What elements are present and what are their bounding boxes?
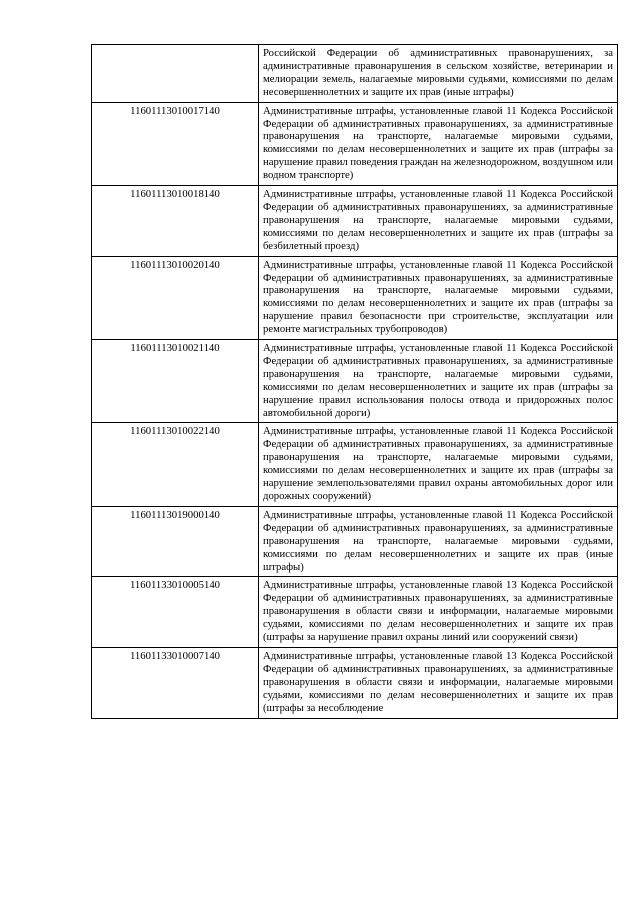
table-row [92, 506, 618, 577]
code-cell: 11601113010017140 [92, 102, 259, 185]
description-cell: Административные штрафы, установленные главой 11 Кодекса Российской Федерации об административных правонарушениях, за административные правонарушения на транспорте, налагаемые мировыми судьями, комиссиями по делам несовершеннолетних и защите их прав (штрафы за нарушение землепользователями правил охраны автомобильных дорог или дорожных сооружений) [259, 423, 618, 506]
description-cell: Административные штрафы, установленные главой 11 Кодекса Российской Федерации об административных правонарушениях, за административные правонарушения на транспорте, налагаемые мировыми судьями, комиссиями по делам несовершеннолетних и защите их прав (штрафы за нарушение правил использования полосы отвода и придорожных полос автомобильной дороги) [259, 340, 618, 423]
table-row [92, 186, 618, 257]
table-row [92, 256, 618, 339]
description-cell: Административные штрафы, установленные главой 13 Кодекса Российской Федерации об административных правонарушениях, за административные правонарушения в области связи и информации, налагаемые мировыми судьями, комиссиями по делам несовершеннолетних и защите их прав (штрафы за нарушение правил охраны линий или сооружений связи) [259, 577, 618, 648]
code-cell: 11601133010005140 [92, 577, 259, 648]
code-cell: 11601113010022140 [92, 423, 259, 506]
code-cell: 11601113010020140 [92, 256, 259, 339]
table-row [92, 45, 618, 103]
description-cell: Российской Федерации об административных правонарушениях, за административные правонарушения в сельском хозяйстве, ветеринарии и мелиорации земель, налагаемые мировыми судьями, комиссиями по делам несовершеннолетних и защите их прав (иные штрафы) [259, 45, 618, 103]
description-cell: Административные штрафы, установленные главой 13 Кодекса Российской Федерации об административных правонарушениях, за административные правонарушения в области связи и информации, налагаемые мировыми судьями, комиссиями по делам несовершеннолетних и защите их прав (штрафы за несоблюдение [259, 647, 618, 718]
code-cell: 11601113010021140 [92, 340, 259, 423]
code-cell: 11601133010007140 [92, 647, 259, 718]
table-row [92, 577, 618, 648]
description-cell: Административные штрафы, установленные главой 11 Кодекса Российской Федерации об административных правонарушениях, за административные правонарушения на транспорте, налагаемые мировыми судьями, комиссиями по делам несовершеннолетних и защите их прав (штрафы за безбилетный проезд) [259, 186, 618, 257]
table-row [92, 102, 618, 185]
table-row [92, 423, 618, 506]
description-cell: Административные штрафы, установленные главой 11 Кодекса Российской Федерации об административных правонарушениях, за административные правонарушения на транспорте, налагаемые мировыми судьями, комиссиями по делам несовершеннолетних и защите их прав (штрафы за нарушение правил поведения граждан на железнодорожном, воздушном или водном транспорте) [259, 102, 618, 185]
table-row [92, 647, 618, 718]
table-row [92, 340, 618, 423]
budget-codes-table [91, 44, 618, 719]
description-cell: Административные штрафы, установленные главой 11 Кодекса Российской Федерации об административных правонарушениях, за административные правонарушения на транспорте, налагаемые мировыми судьями, комиссиями по делам несовершеннолетних и защите их прав (иные штрафы) [259, 506, 618, 577]
code-cell: 11601113019000140 [92, 506, 259, 577]
code-cell [92, 45, 259, 103]
description-cell: Административные штрафы, установленные главой 11 Кодекса Российской Федерации об административных правонарушениях, за административные правонарушения на транспорте, налагаемые мировыми судьями, комиссиями по делам несовершеннолетних и защите их прав (штрафы за нарушение правил безопасности при строительстве, эксплуатации или ремонте магистральных трубопроводов) [259, 256, 618, 339]
code-cell: 11601113010018140 [92, 186, 259, 257]
